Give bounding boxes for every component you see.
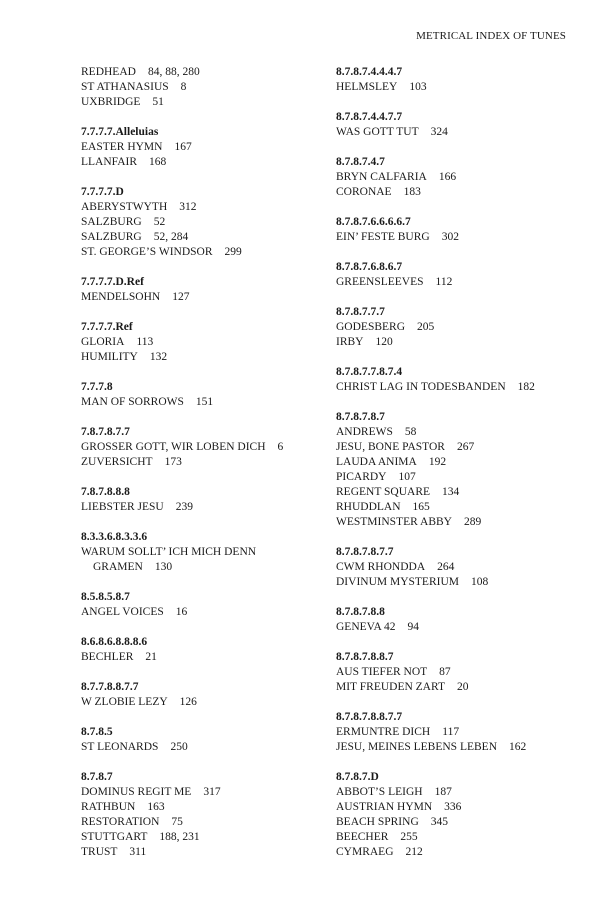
page-numbers: 182 xyxy=(517,381,535,393)
meter-heading: 8.6.8.6.8.8.8.6 xyxy=(81,636,148,648)
tune-entry xyxy=(336,320,581,335)
page-numbers: 167 xyxy=(174,141,192,153)
page-numbers: 20 xyxy=(457,681,469,693)
page-numbers: 127 xyxy=(172,291,190,303)
tune-name: DIVINUM MYSTERIUM xyxy=(336,576,459,588)
page-numbers: 299 xyxy=(224,246,242,258)
meter-group xyxy=(81,425,321,470)
tune-entry xyxy=(336,845,581,860)
meter-group xyxy=(81,680,321,710)
meter-group xyxy=(81,185,321,260)
index-column-right xyxy=(336,65,581,875)
meter-group xyxy=(81,485,321,515)
tune-entry xyxy=(81,290,321,305)
meter-group xyxy=(81,125,321,170)
tune-name: ZUVERSICHT xyxy=(81,456,153,468)
meter-group xyxy=(336,605,581,635)
meter-heading: 8.7.8.7.7.7 xyxy=(336,306,385,318)
tune-name: REGENT SQUARE xyxy=(336,486,431,498)
tune-entry xyxy=(81,800,321,815)
meter-group xyxy=(81,635,321,665)
tune-name: MENDELSOHN xyxy=(81,291,161,303)
meter-group xyxy=(336,260,581,290)
meter-heading: 8.7.8.7.8.7 xyxy=(336,411,385,423)
page-numbers: 87 xyxy=(439,666,451,678)
tune-name: EIN’ FESTE BURG xyxy=(336,231,430,243)
tune-entry xyxy=(336,230,581,245)
meter-group xyxy=(81,380,321,410)
meter-group xyxy=(336,215,581,245)
page-numbers: 173 xyxy=(164,456,182,468)
tune-name: CYMRAEG xyxy=(336,846,394,858)
tune-entry xyxy=(336,680,581,695)
tune-entry xyxy=(336,185,581,200)
tune-name: GREENSLEEVES xyxy=(336,276,424,288)
page-numbers: 255 xyxy=(400,831,418,843)
tune-name: WESTMINSTER ABBY xyxy=(336,516,452,528)
meter-heading: 8.7.8.7.D xyxy=(336,771,379,783)
tune-name: WAS GOTT TUT xyxy=(336,126,419,138)
tune-entry xyxy=(336,800,581,815)
meter-heading: 8.7.8.5 xyxy=(81,726,113,738)
tune-name: PICARDY xyxy=(336,471,387,483)
page-numbers: 192 xyxy=(428,456,447,468)
tune-entry xyxy=(336,425,581,440)
page-numbers: 117 xyxy=(442,726,460,738)
meter-group xyxy=(336,110,581,140)
page-numbers: 264 xyxy=(437,561,455,573)
page-numbers: 6 xyxy=(277,441,284,453)
tune-name: BEECHER xyxy=(336,831,389,843)
page-numbers: 8 xyxy=(180,81,187,93)
page-numbers: 267 xyxy=(456,441,475,453)
tune-entry xyxy=(336,485,581,500)
page-numbers: 94 xyxy=(407,621,420,633)
tune-name: SALZBURG xyxy=(81,231,142,243)
page-numbers: 16 xyxy=(175,606,188,618)
meter-heading: 8.7.8.7.7.8.7.4 xyxy=(336,366,403,378)
page-numbers: 126 xyxy=(179,696,197,708)
page-numbers: 168 xyxy=(149,156,167,168)
tune-name: TRUST xyxy=(81,846,118,858)
tune-entry xyxy=(336,785,581,800)
tune-name: RHUDDLAN xyxy=(336,501,401,513)
tune-entry xyxy=(81,785,321,800)
tune-entry xyxy=(336,620,581,635)
tune-entry xyxy=(81,80,321,95)
tune-entry xyxy=(81,740,321,755)
page-numbers: 52 xyxy=(153,216,166,228)
meter-group xyxy=(81,530,321,575)
tune-name: BRYN CALFARIA xyxy=(336,171,427,183)
tune-entry xyxy=(336,725,581,740)
tune-name: IRBY xyxy=(336,336,364,348)
tune-entry xyxy=(336,560,581,575)
running-head: METRICAL INDEX OF TUNES xyxy=(416,30,566,42)
page-numbers: 151 xyxy=(195,396,214,408)
page-numbers: 312 xyxy=(179,201,197,213)
page-numbers: 163 xyxy=(147,801,165,813)
tune-name: BECHLER xyxy=(81,651,134,663)
tune-name: ANDREWS xyxy=(336,426,393,438)
page-numbers: 187 xyxy=(434,786,452,798)
meter-heading: 8.5.8.5.8.7 xyxy=(81,591,130,603)
tune-entry xyxy=(81,650,321,665)
tune-entry xyxy=(81,200,321,215)
page-numbers: 212 xyxy=(405,846,423,858)
tune-name: ABERYSTWYTH xyxy=(81,201,168,213)
page-numbers: 289 xyxy=(463,516,482,528)
meter-group xyxy=(81,770,321,860)
meter-heading: 7.7.7.8 xyxy=(81,381,113,393)
meter-heading: 8.7.8.7.6.8.6.7 xyxy=(336,261,403,273)
meter-group xyxy=(336,65,581,95)
meter-group xyxy=(336,410,581,530)
page-numbers: 58 xyxy=(404,426,417,438)
page-numbers: 120 xyxy=(375,336,393,348)
meter-heading: 7.7.7.7.D xyxy=(81,186,124,198)
tune-name: MAN OF SORROWS xyxy=(81,396,184,408)
tune-name: DOMINUS REGIT ME xyxy=(81,786,192,798)
meter-group xyxy=(81,590,321,620)
page-numbers: 113 xyxy=(136,336,154,348)
page-numbers: 52, 284 xyxy=(153,231,189,243)
page-numbers: 103 xyxy=(409,81,427,93)
meter-heading: 8.7.8.7.8.8.7.7 xyxy=(336,711,403,723)
tune-entry xyxy=(81,395,321,410)
tune-name: AUSTRIAN HYMN xyxy=(336,801,433,813)
tune-name: ABBOT’S LEIGH xyxy=(336,786,423,798)
page-numbers: 134 xyxy=(442,486,460,498)
tune-entry xyxy=(336,80,581,95)
meter-heading: 7.8.7.8.8.8 xyxy=(81,486,130,498)
tune-name: RESTORATION xyxy=(81,816,160,828)
tune-name: JESU, BONE PASTOR xyxy=(336,441,445,453)
tune-entry xyxy=(81,155,321,170)
page-numbers: 188, 231 xyxy=(159,831,200,843)
tune-entry xyxy=(336,335,581,350)
tune-entry xyxy=(336,455,581,470)
tune-entry xyxy=(336,125,581,140)
meter-heading: 8.7.7.8.8.7.7 xyxy=(81,681,139,693)
tune-name: CHRIST LAG IN TODESBANDEN xyxy=(336,381,506,393)
tune-name: HELMSLEY xyxy=(336,81,398,93)
tune-entry xyxy=(81,245,321,260)
meter-heading: 8.7.8.7 xyxy=(81,771,113,783)
tune-name: SALZBURG xyxy=(81,216,142,228)
tune-name: LAUDA ANIMA xyxy=(336,456,417,468)
tune-entry xyxy=(81,350,321,365)
meter-group xyxy=(336,155,581,200)
page-numbers: 317 xyxy=(203,786,221,798)
page-numbers: 311 xyxy=(129,846,147,858)
tune-name: AUS TIEFER NOT xyxy=(336,666,428,678)
meter-heading: 8.7.8.7.4.4.4.7 xyxy=(336,66,403,78)
meter-heading: 8.3.3.6.8.3.3.6 xyxy=(81,531,148,543)
tune-name: ANGEL VOICES xyxy=(81,606,164,618)
meter-group xyxy=(81,320,321,365)
page-numbers: 324 xyxy=(430,126,448,138)
tune-entry xyxy=(81,215,321,230)
tune-name: JESU, MEINES LEBENS LEBEN xyxy=(336,741,497,753)
tune-entry xyxy=(336,275,581,290)
page-numbers: 239 xyxy=(175,501,193,513)
tune-name: GLORIA xyxy=(81,336,125,348)
tune-entry xyxy=(336,440,581,455)
page-numbers: 108 xyxy=(471,576,489,588)
tune-name: MIT FREUDEN ZART xyxy=(336,681,445,693)
tune-entry xyxy=(336,830,581,845)
tune-entry xyxy=(81,695,321,710)
tune-name: LIEBSTER JESU xyxy=(81,501,164,513)
tune-name: GENEVA 42 xyxy=(336,621,396,633)
page-numbers: 132 xyxy=(149,351,168,363)
tune-name: GODESBERG xyxy=(336,321,406,333)
tune-name: W ZLOBIE LEZY xyxy=(81,696,168,708)
tune-name: STUTTGART xyxy=(81,831,148,843)
tune-name: CWM RHONDDA xyxy=(336,561,426,573)
tune-entry xyxy=(81,845,321,860)
tune-entry xyxy=(81,230,321,245)
meter-heading: 8.7.8.7.8.8.7 xyxy=(336,651,394,663)
meter-heading: 8.7.8.7.8.8 xyxy=(336,606,385,618)
page-numbers: 345 xyxy=(430,816,449,828)
tune-entry xyxy=(81,140,321,155)
meter-group xyxy=(336,545,581,590)
tune-name: RATHBUN xyxy=(81,801,136,813)
tune-name: CORONAE xyxy=(336,186,392,198)
tune-entry xyxy=(81,605,321,620)
meter-group xyxy=(336,710,581,755)
meter-group xyxy=(81,65,321,110)
meter-heading: 8.7.8.7.4.7 xyxy=(336,156,385,168)
meter-group xyxy=(336,770,581,860)
meter-heading: 8.7.8.7.8.7.7 xyxy=(336,546,394,558)
meter-heading: 7.8.7.8.7.7 xyxy=(81,426,130,438)
tune-entry xyxy=(81,545,321,575)
tune-name: ST. GEORGE’S WINDSOR xyxy=(81,246,213,258)
tune-name: REDHEAD xyxy=(81,66,136,78)
meter-heading: 7.7.7.7.Alleluias xyxy=(81,126,159,138)
tune-name: GROSSER GOTT, WIR LOBEN DICH xyxy=(81,441,266,453)
page-numbers: 51 xyxy=(152,96,164,108)
meter-group xyxy=(336,650,581,695)
tune-name: ST ATHANASIUS xyxy=(81,81,169,93)
meter-group xyxy=(336,365,581,395)
tune-entry xyxy=(81,455,321,470)
tune-name: UXBRIDGE xyxy=(81,96,141,108)
page-numbers: 75 xyxy=(171,816,183,828)
tune-entry xyxy=(336,500,581,515)
page-numbers: 336 xyxy=(444,801,462,813)
tune-entry xyxy=(81,500,321,515)
tune-name: HUMILITY xyxy=(81,351,138,363)
tune-name: ST LEONARDS xyxy=(81,741,159,753)
page-numbers: 166 xyxy=(438,171,457,183)
tune-entry xyxy=(336,380,581,395)
page-numbers: 112 xyxy=(435,276,453,288)
page-numbers: 107 xyxy=(398,471,416,483)
meter-group xyxy=(336,305,581,350)
page-numbers: 250 xyxy=(170,741,188,753)
tune-entry xyxy=(336,515,581,530)
tune-entry xyxy=(336,575,581,590)
tune-entry xyxy=(336,665,581,680)
page-numbers: 130 xyxy=(154,561,173,573)
index-column-left xyxy=(81,65,321,875)
tune-entry xyxy=(81,815,321,830)
tune-entry xyxy=(81,335,321,350)
tune-name: ERMUNTRE DICH xyxy=(336,726,431,738)
meter-heading: 8.7.8.7.4.4.7.7 xyxy=(336,111,403,123)
tune-entry xyxy=(336,740,581,755)
page-numbers: 183 xyxy=(403,186,421,198)
tune-entry xyxy=(81,440,321,455)
tune-entry xyxy=(81,65,321,80)
tune-entry xyxy=(336,170,581,185)
page-numbers: 21 xyxy=(145,651,157,663)
meter-group xyxy=(81,275,321,305)
tune-entry xyxy=(81,95,321,110)
meter-heading: 7.7.7.7.D.Ref xyxy=(81,276,144,288)
page-numbers: 302 xyxy=(441,231,459,243)
tune-name: LLANFAIR xyxy=(81,156,138,168)
tune-entry xyxy=(81,830,321,845)
tune-name: WARUM SOLLT’ ICH MICH DENN GRAMEN xyxy=(81,546,257,573)
page-numbers: 162 xyxy=(509,741,527,753)
tune-name: EASTER HYMN xyxy=(81,141,163,153)
meter-heading: 8.7.8.7.6.6.6.6.7 xyxy=(336,216,411,228)
page-numbers: 165 xyxy=(412,501,430,513)
meter-group xyxy=(81,725,321,755)
tune-entry xyxy=(336,815,581,830)
page-numbers: 205 xyxy=(417,321,435,333)
tune-entry xyxy=(336,470,581,485)
meter-heading: 7.7.7.7.Ref xyxy=(81,321,133,333)
page-numbers: 84, 88, 280 xyxy=(147,66,200,78)
tune-name: BEACH SPRING xyxy=(336,816,419,828)
